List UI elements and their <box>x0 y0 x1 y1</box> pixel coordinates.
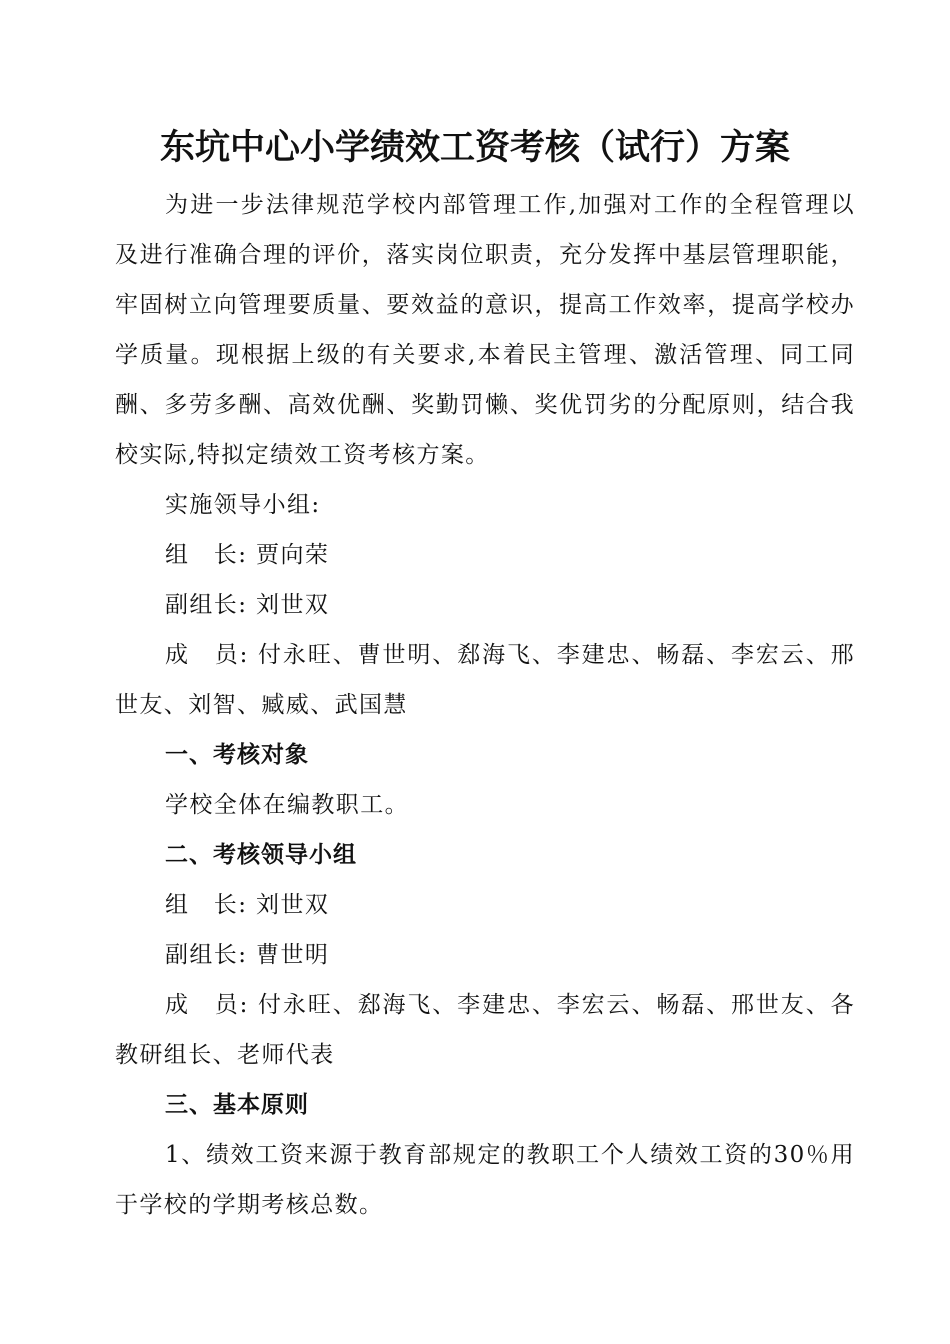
impl-group-deputy: 副组长: 刘世双 <box>165 592 330 618</box>
section1-heading: 一、考核对象 <box>165 741 309 768</box>
impl-group-label: 实施领导小组: <box>165 492 321 518</box>
document-body <box>115 180 855 1230</box>
section3-heading: 三、基本原则 <box>165 1091 309 1118</box>
section3-item1: 1、绩效工资来源于教育部规定的教职工个人绩效工资的30％用于学校的学期考核总数。 <box>115 1142 855 1218</box>
impl-group-leader: 组 长: 贾向荣 <box>165 542 330 568</box>
document-title: 东坑中心小学绩效工资考核（试行）方案 <box>159 127 790 168</box>
section2-leader: 组 长: 刘世双 <box>165 892 330 918</box>
section2-members: 成 员: 付永旺、郄海飞、李建忠、李宏云、畅磊、邢世友、各教研组长、老师代表 <box>115 992 855 1068</box>
section2-heading: 二、考核领导小组 <box>165 841 357 868</box>
impl-group-members: 成 员: 付永旺、曹世明、郄海飞、李建忠、畅磊、李宏云、邢世友、刘智、臧威、武国慧 <box>115 642 855 718</box>
section2-deputy: 副组长: 曹世明 <box>165 942 330 968</box>
section1-content: 学校全体在编教职工。 <box>165 792 409 818</box>
intro-paragraph: 为进一步法律规范学校内部管理工作,加强对工作的全程管理以及进行准确合理的评价，落实岗位职责，充分发挥中基层管理职能，牢固树立向管理要质量、要效益的意识，提高工作效率，提高学校办学质量。现根据上级的有关要求,本着民主管理、激活管理、同工同酬、多劳多酬、高效优酬、奖勤罚懒、奖优罚劣的分配原则，结合我校实际,特拟定绩效工资考核方案。 <box>115 192 855 468</box>
